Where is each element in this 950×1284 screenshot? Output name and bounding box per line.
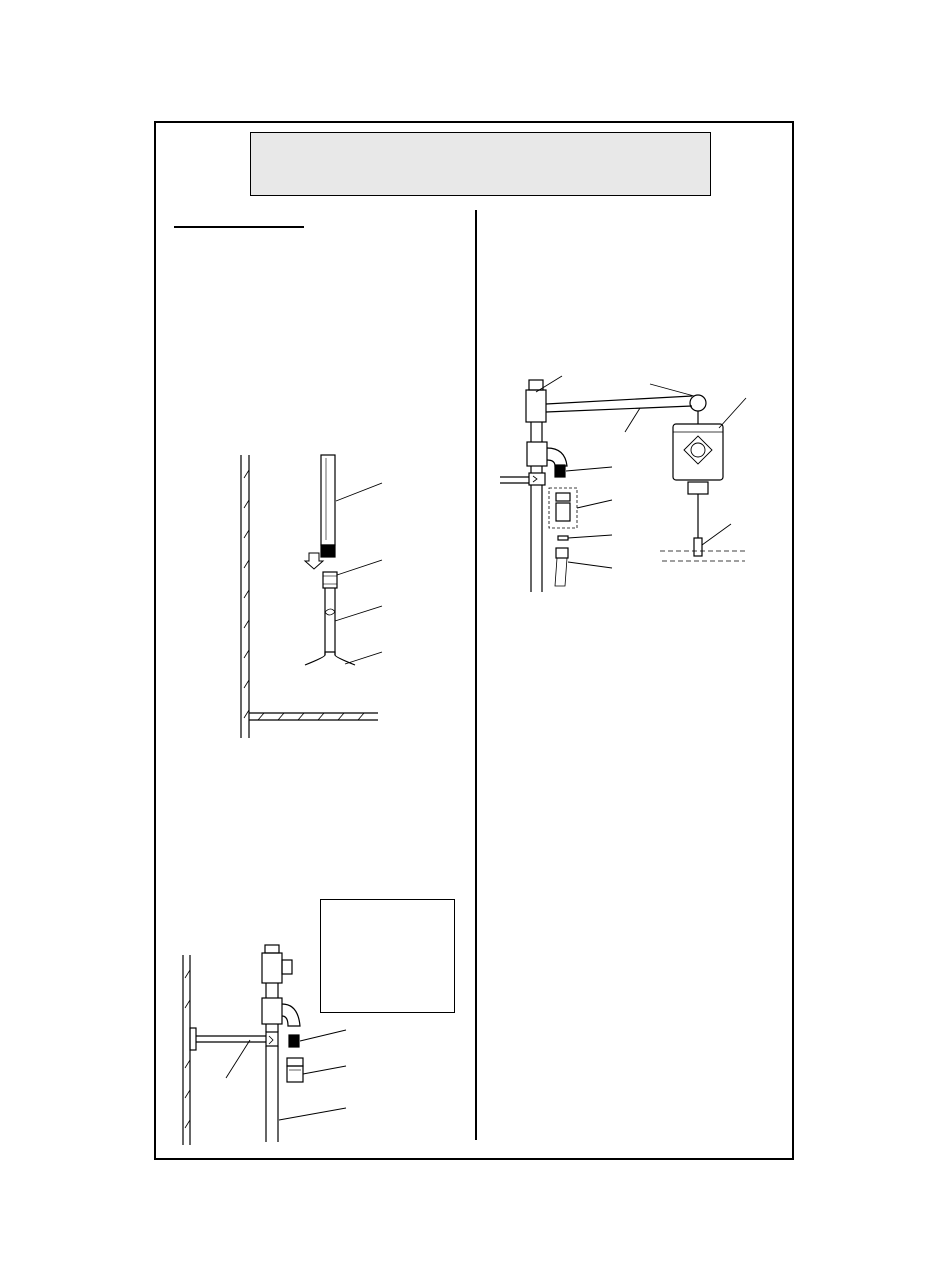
drawing-stroke bbox=[244, 500, 249, 508]
elbow-body bbox=[262, 998, 282, 1024]
drawing-stroke bbox=[185, 1090, 190, 1098]
wall-plate bbox=[190, 1028, 196, 1050]
tee-fitting bbox=[526, 390, 546, 422]
tee-fitting bbox=[262, 953, 282, 983]
upper-pipe bbox=[321, 455, 335, 545]
drawing-stroke bbox=[625, 408, 640, 432]
column-divider bbox=[475, 210, 477, 1140]
balancer-dial bbox=[684, 436, 712, 464]
drawing-stroke bbox=[244, 650, 249, 658]
drawing-stroke bbox=[185, 970, 190, 978]
drawing-stroke bbox=[358, 713, 364, 720]
drawing-stroke bbox=[337, 560, 382, 575]
drawing-stroke bbox=[244, 710, 249, 718]
elbow-outlet bbox=[282, 1004, 300, 1026]
elbow-outlet bbox=[547, 448, 567, 466]
pipe-clip bbox=[325, 609, 335, 615]
drawing-stroke bbox=[719, 398, 746, 428]
drawing-stroke bbox=[244, 680, 249, 688]
hose bbox=[555, 558, 567, 586]
elbow-body bbox=[527, 442, 547, 466]
union-top bbox=[556, 493, 570, 501]
drawing-stroke bbox=[536, 376, 562, 392]
drawing-stroke bbox=[318, 713, 324, 720]
drawing-stroke bbox=[185, 1120, 190, 1128]
drawing-stroke bbox=[566, 467, 612, 471]
union-body bbox=[556, 503, 570, 521]
arm-eyelet bbox=[690, 395, 706, 411]
drawing-stroke bbox=[650, 384, 694, 396]
drawing-stroke bbox=[568, 562, 612, 568]
down-arrow-icon bbox=[305, 553, 323, 569]
optional-fitting-box bbox=[549, 488, 577, 528]
figure-1-pipe-installation bbox=[230, 450, 390, 745]
drawing-stroke bbox=[546, 406, 692, 412]
drawing-stroke bbox=[298, 713, 304, 720]
notice-box bbox=[320, 899, 455, 1013]
drawing-stroke bbox=[244, 590, 249, 598]
coupling bbox=[323, 572, 337, 588]
header-box bbox=[250, 132, 711, 196]
wall-hatching bbox=[244, 470, 249, 718]
drawing-stroke bbox=[185, 1060, 190, 1068]
drawing-stroke bbox=[338, 713, 344, 720]
drawing-stroke bbox=[226, 1040, 250, 1078]
tee-branch bbox=[282, 960, 292, 974]
nipple-fitting bbox=[289, 1035, 299, 1047]
drawing-stroke bbox=[244, 560, 249, 568]
drawing-stroke bbox=[691, 443, 705, 457]
drawing-stroke bbox=[533, 476, 537, 482]
union-body bbox=[287, 1066, 303, 1082]
drawing-stroke bbox=[279, 1108, 346, 1120]
drawing-stroke bbox=[702, 524, 731, 545]
top-cap bbox=[265, 945, 279, 953]
drawing-stroke bbox=[244, 620, 249, 628]
hose-fitting bbox=[556, 548, 568, 558]
drawing-stroke bbox=[244, 530, 249, 538]
section-heading-underline bbox=[174, 226, 304, 228]
drawing-stroke bbox=[546, 396, 692, 404]
drawing-stroke bbox=[300, 1030, 346, 1041]
figure-3-balancer-assembly bbox=[498, 372, 753, 597]
pipe-thread bbox=[321, 545, 335, 557]
drawing-stroke bbox=[577, 500, 612, 508]
drawing-stroke bbox=[335, 606, 382, 621]
tool-hook bbox=[694, 538, 702, 556]
union-top bbox=[287, 1058, 303, 1066]
drawing-stroke bbox=[278, 713, 284, 720]
drawing-stroke bbox=[269, 1036, 273, 1044]
nipple-fitting bbox=[555, 465, 565, 477]
washer bbox=[558, 536, 568, 540]
floor-hatching bbox=[258, 713, 364, 720]
drawing-stroke bbox=[345, 652, 382, 664]
drawing-stroke bbox=[185, 1000, 190, 1008]
drawing-stroke bbox=[244, 470, 249, 478]
cable-guide bbox=[688, 482, 708, 494]
drawing-stroke bbox=[568, 535, 612, 538]
drawing-stroke bbox=[258, 713, 264, 720]
drawing-stroke bbox=[303, 1066, 346, 1074]
drawing-stroke bbox=[336, 483, 382, 501]
wall-hatching bbox=[185, 970, 190, 1128]
